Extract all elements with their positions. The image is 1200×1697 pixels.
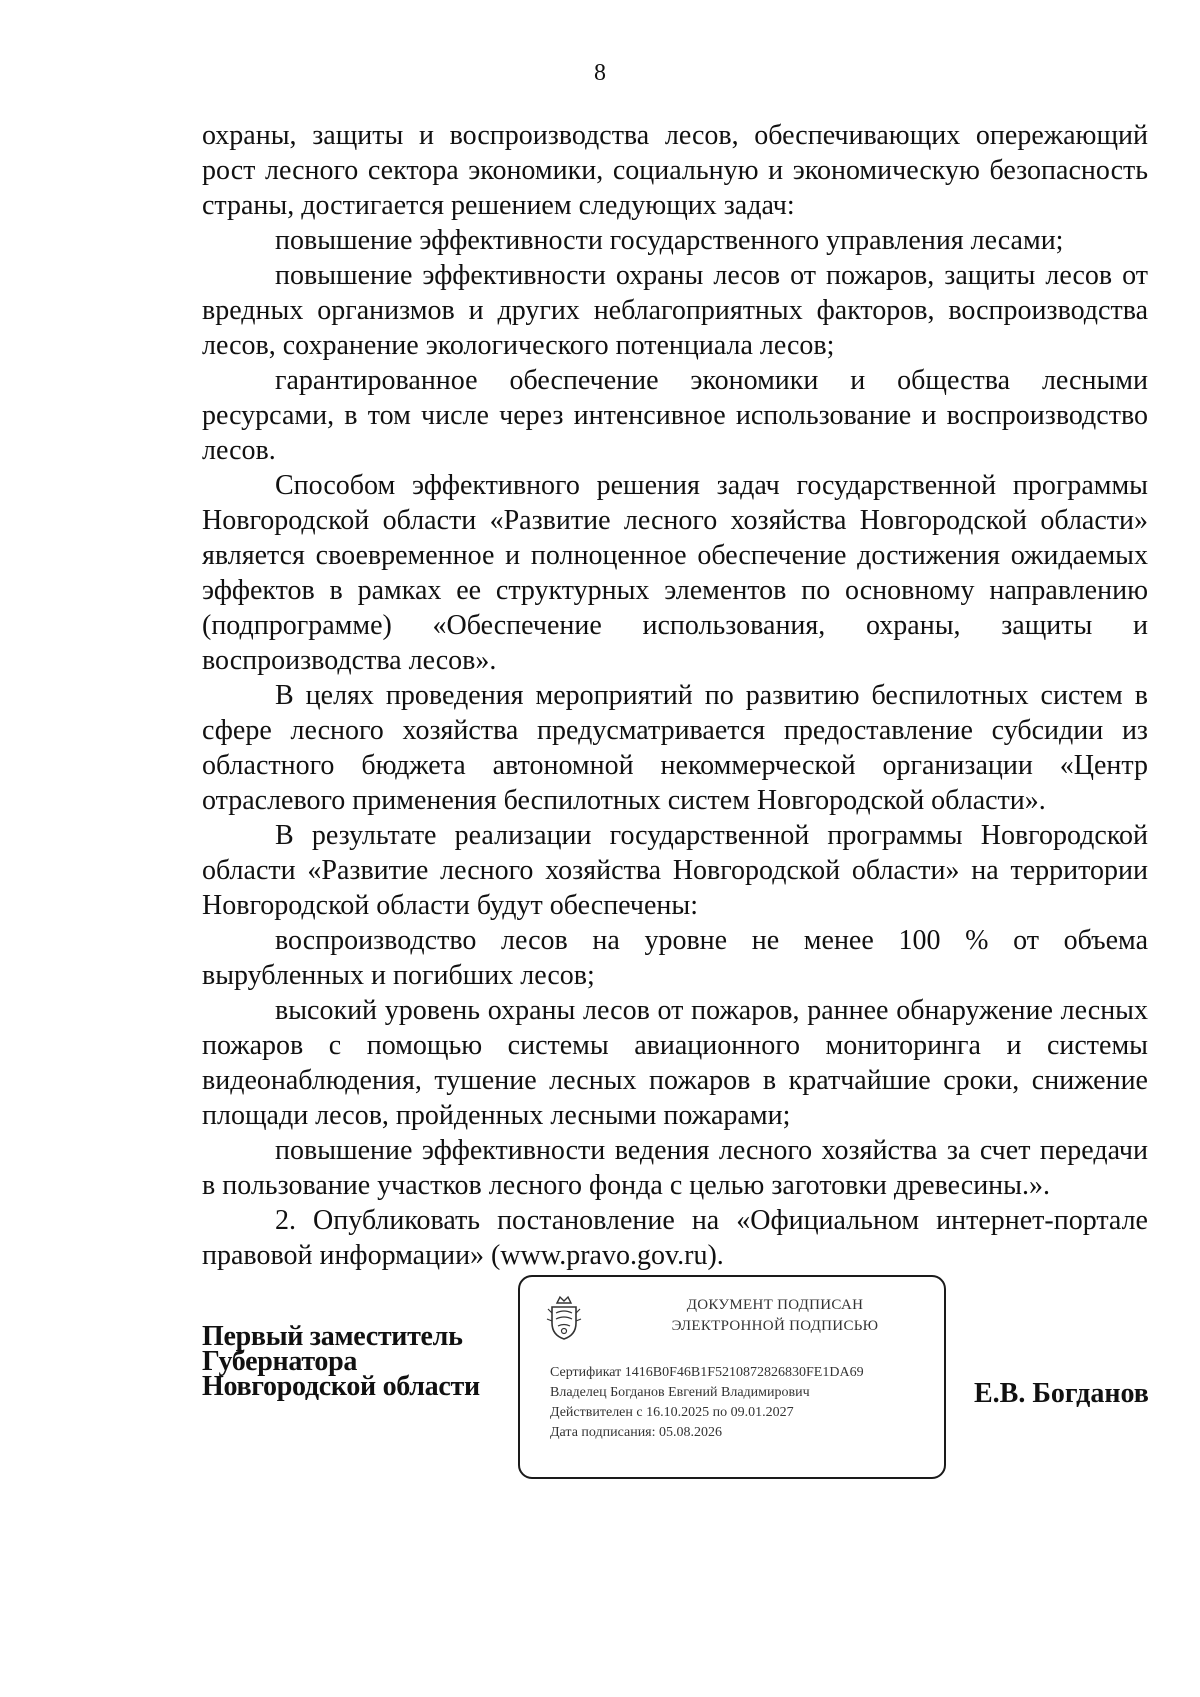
stamp-header-line: ДОКУМЕНТ ПОДПИСАН xyxy=(686,1297,864,1313)
signer-title-line: Первый заместитель xyxy=(202,1321,463,1352)
stamp-details xyxy=(550,1363,940,1443)
paragraph: В целях проведения мероприятий по развитию беспилотных систем в сфере лесного хозяйства предусматривается предоставление субсидии из областного бюджета автономной некоммерческой организации «Центр отраслевого применения беспилотных систем Новгородской области». xyxy=(202,680,1148,816)
stamp-header-line: ЭЛЕКТРОННОЙ ПОДПИСЬЮ xyxy=(671,1318,879,1334)
signer-title xyxy=(202,1321,502,1402)
paragraph: охраны, защиты и воспроизводства лесов, обеспечивающих опережающий рост лесного сектора экономики, социальную и экономическую безопасность страны, достигается решением следующих задач: xyxy=(202,120,1148,221)
paragraph: повышение эффективности ведения лесного хозяйства за счет передачи в пользование участков лесного фонда с целью заготовки древесины.». xyxy=(202,1135,1148,1201)
signer-title-line: Губернатора xyxy=(202,1346,358,1377)
certificate-number: Сертификат 1416B0F46B1F5210872826830FE1DA69 xyxy=(550,1365,864,1380)
electronic-signature-stamp xyxy=(518,1275,946,1479)
page-number: 8 xyxy=(594,60,606,86)
signing-date: Дата подписания: 05.08.2026 xyxy=(550,1425,723,1440)
paragraph: высокий уровень охраны лесов от пожаров, раннее обнаружение лесных пожаров с помощью системы авиационного мониторинга и системы видеонаблюдения, тушение лесных пожаров в кратчайшие сроки, снижение площади лесов, пройденных лесными пожарами; xyxy=(202,995,1148,1131)
paragraph: повышение эффективности государственного управления лесами; xyxy=(275,225,1064,256)
certificate-validity: Действителен с 16.10.2025 по 09.01.2027 xyxy=(550,1405,794,1420)
paragraph: повышение эффективности охраны лесов от пожаров, защиты лесов от вредных организмов и других неблагоприятных факторов, воспроизводства лесов, сохранение экологического потенциала лесов; xyxy=(202,260,1148,361)
paragraph: В результате реализации государственной программы Новгородской области «Развитие лесного хозяйства Новгородской области» на территории Новгородской области будут обеспечены: xyxy=(202,820,1148,921)
paragraph: 2. Опубликовать постановление на «Официальном интернет-портале правовой информации» (www.pravo.gov.ru). xyxy=(202,1205,1148,1271)
signer-title-line: Новгородской области xyxy=(202,1371,480,1402)
stamp-header xyxy=(610,1295,940,1337)
certificate-owner: Владелец Богданов Евгений Владимирович xyxy=(550,1385,810,1400)
paragraph: воспроизводство лесов на уровне не менее 100 % от объема вырубленных и погибших лесов; xyxy=(202,925,1148,991)
coat-of-arms-icon xyxy=(544,1293,584,1341)
document-body xyxy=(202,118,1148,1273)
paragraph: Способом эффективного решения задач государственной программы Новгородской области «Развитие лесного хозяйства Новгородской области» является своевременное и полноценное обеспечение достижения ожидаемых эффектов в рамках ее структурных элементов по основному направлению (подпрограмме) «Обеспечение использования, охраны, защиты и воспроизводства лесов». xyxy=(202,470,1148,676)
paragraph: гарантированное обеспечение экономики и общества лесными ресурсами, в том числе через интенсивное использование и воспроизводство лесов. xyxy=(202,365,1148,466)
signer-name: Е.В. Богданов xyxy=(974,1378,1149,1409)
